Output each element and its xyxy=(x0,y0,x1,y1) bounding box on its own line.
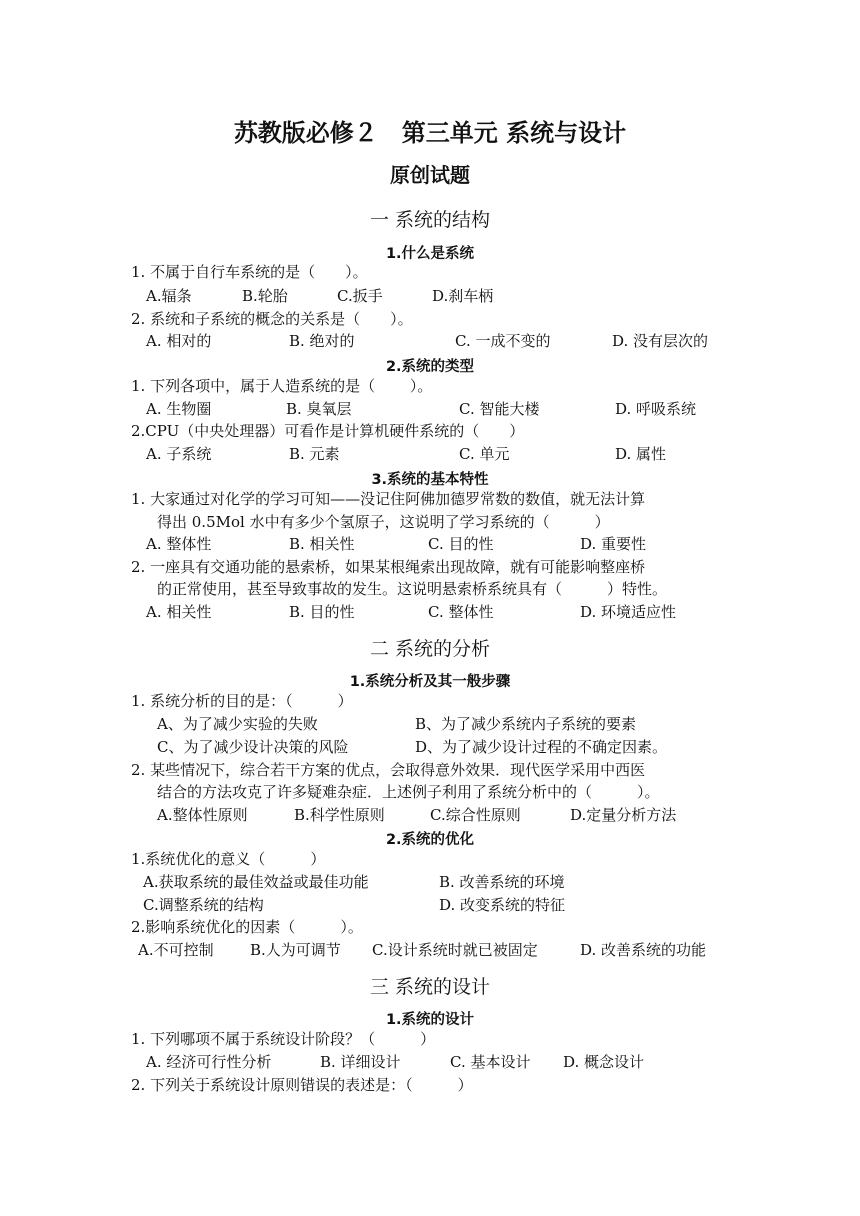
option-a: A. 子系统 xyxy=(146,445,212,463)
option-d: D. 属性 xyxy=(615,445,667,463)
option-b: B.轮胎 xyxy=(242,287,288,305)
option-a: A. 相对的 xyxy=(146,332,212,350)
option-c: C.综合性原则 xyxy=(430,806,521,824)
option-b: B. 目的性 xyxy=(289,603,355,621)
option-d: D. 改善系统的功能 xyxy=(580,941,707,959)
subsection-heading: 2.系统的优化 xyxy=(385,832,475,848)
option-b: B、为了减少系统内子系统的要素 xyxy=(415,715,637,733)
option-c: C. 整体性 xyxy=(428,603,494,621)
question-stem: 2.CPU（中央处理器）可看作是计算机硬件系统的（ ） xyxy=(131,422,525,440)
question-stem: 1. 下列各项中，属于人造系统的是（ ）。 xyxy=(131,377,433,395)
option-a: A. 整体性 xyxy=(146,535,212,553)
option-b: B.科学性原则 xyxy=(294,806,385,824)
question-stem: 2. 系统和子系统的概念的关系是（ ）。 xyxy=(131,310,413,328)
option-b: B. 绝对的 xyxy=(289,332,355,350)
subsection-heading: 1.系统的设计 xyxy=(385,1012,475,1028)
question-stem-continued: 得出 0.5Mol 水中有多少个氢原子，这说明了学习系统的（ ） xyxy=(157,513,610,531)
option-b: B. 改善系统的环境 xyxy=(439,873,565,891)
option-b: B. 元素 xyxy=(289,445,340,463)
question-stem: 2. 下列关于系统设计原则错误的表述是：（ ） xyxy=(131,1076,473,1094)
question-stem: 2. 一座具有交通功能的悬索桥，如果某根绳索出现故障，就有可能影响整座桥 xyxy=(131,558,646,576)
option-c: C. 单元 xyxy=(459,445,510,463)
option-c: C.扳手 xyxy=(337,287,383,305)
section-heading: 三 系统的设计 xyxy=(369,976,491,998)
option-d: D. 概念设计 xyxy=(563,1053,645,1071)
question-stem: 2.影响系统优化的因素（ ）。 xyxy=(131,918,363,936)
section-heading: 一 系统的结构 xyxy=(369,209,491,231)
option-d: D. 重要性 xyxy=(580,535,647,553)
option-d: D. 没有层次的 xyxy=(612,332,709,350)
option-a: A. 经济可行性分析 xyxy=(146,1053,272,1071)
option-d: D. 呼吸系统 xyxy=(615,400,697,418)
subsection-heading: 2.系统的类型 xyxy=(385,359,475,375)
question-stem: 1. 下列哪项不属于系统设计阶段？（ ） xyxy=(131,1030,436,1048)
option-b: B.人为可调节 xyxy=(250,941,341,959)
option-c: C.设计系统时就已被固定 xyxy=(372,941,538,959)
subsection-heading: 1.系统分析及其一般步骤 xyxy=(349,674,511,690)
option-a: A、为了减少实验的失败 xyxy=(157,715,318,733)
subsection-heading: 1.什么是系统 xyxy=(385,246,475,262)
option-a: A.整体性原则 xyxy=(157,806,248,824)
question-stem: 1.系统优化的意义（ ） xyxy=(131,850,326,868)
question-stem: 1. 大家通过对化学的学习可知——没记住阿佛加德罗常数的数值，就无法计算 xyxy=(131,490,646,508)
option-d: D.刹车柄 xyxy=(432,287,494,305)
option-c: C、为了减少设计决策的风险 xyxy=(157,738,349,756)
option-c: C. 一成不变的 xyxy=(455,332,551,350)
option-b: B. 相关性 xyxy=(289,535,355,553)
option-d: D.定量分析方法 xyxy=(570,806,677,824)
question-stem-continued: 的正常使用，甚至导致事故的发生。这说明悬索桥系统具有（ ）特性。 xyxy=(157,580,668,598)
subsection-heading: 3.系统的基本特性 xyxy=(371,472,489,488)
option-a: A. 生物圈 xyxy=(146,400,212,418)
question-stem-continued: 结合的方法攻克了许多疑难杂症．上述例子利用了系统分析中的（ ）。 xyxy=(157,783,660,801)
option-d: D、为了减少设计过程的不确定因素。 xyxy=(415,738,668,756)
option-a: A.不可控制 xyxy=(138,941,214,959)
option-a: A. 相关性 xyxy=(146,603,212,621)
option-c: C. 基本设计 xyxy=(450,1053,531,1071)
document-title: 苏教版必修２ 第三单元 系统与设计 xyxy=(233,119,627,147)
question-stem: 2. 某些情况下，综合若干方案的优点，会取得意外效果．现代医学采用中西医 xyxy=(131,761,646,779)
option-c: C. 目的性 xyxy=(428,535,494,553)
option-b: B. 详细设计 xyxy=(320,1053,401,1071)
option-b: B. 臭氧层 xyxy=(286,400,352,418)
option-d: D. 环境适应性 xyxy=(580,603,677,621)
document-subtitle: 原创试题 xyxy=(390,163,470,187)
option-a: A.获取系统的最佳效益或最佳功能 xyxy=(143,873,369,891)
option-c: C.调整系统的结构 xyxy=(143,896,264,914)
option-c: C. 智能大楼 xyxy=(459,400,540,418)
option-a: A.辐条 xyxy=(146,287,192,305)
question-stem: 1. 不属于自行车系统的是（ ）。 xyxy=(131,263,368,281)
option-d: D. 改变系统的特征 xyxy=(439,896,566,914)
question-stem: 1. 系统分析的目的是：（ ） xyxy=(131,692,353,710)
section-heading: 二 系统的分析 xyxy=(369,638,491,660)
